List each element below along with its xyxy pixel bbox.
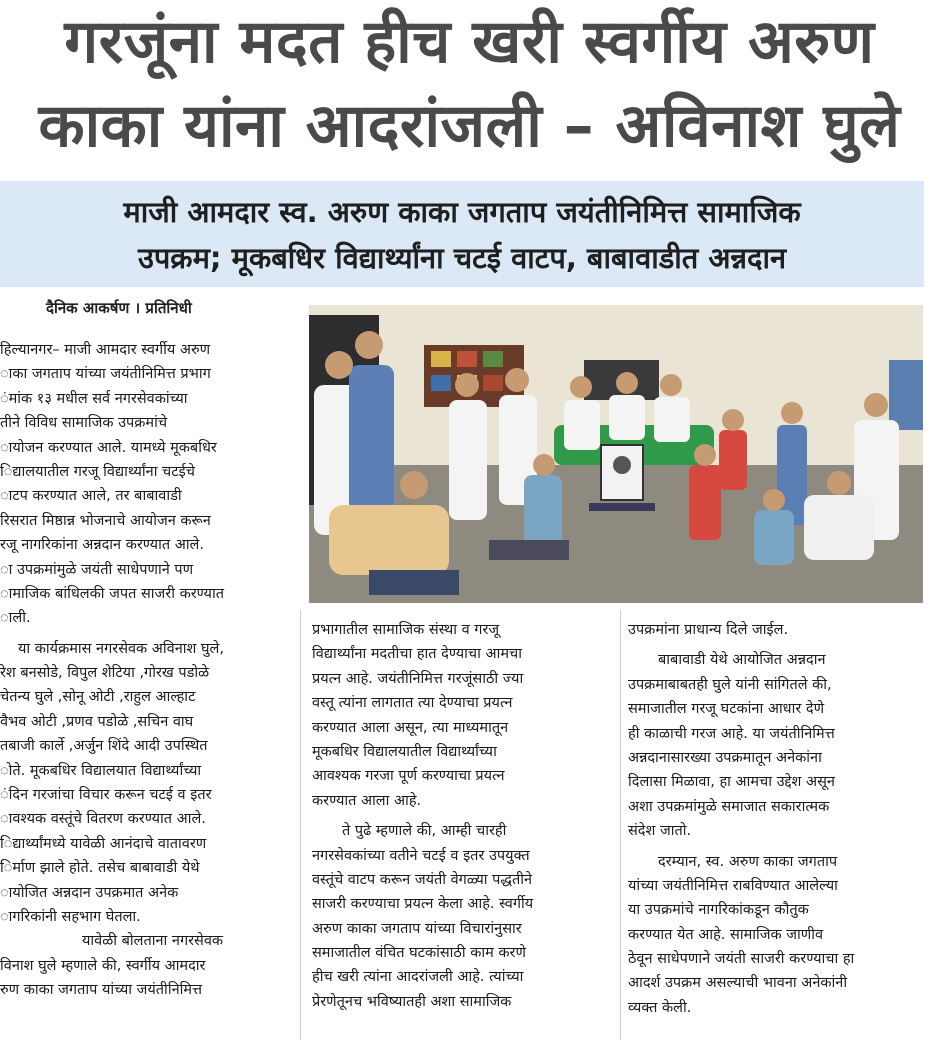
article-line: उपक्रमाबाबतही घुले यांनी सांगितले की, (628, 676, 832, 693)
article-line: दरम्यान, स्व. अरुण काका जगताप (658, 853, 838, 870)
article-line: ागरिकांनी सहभाग घेतला. (0, 908, 141, 925)
article-line: िद्यालयातील गरजू विद्यार्थ्यांना चटईचे (0, 463, 195, 480)
article-line: ाली. (0, 610, 31, 627)
article-line: ते पुढे म्हणाले की, आम्ही चारही (342, 823, 507, 840)
article-line: िर्माण झाले होते. तसेच बाबावाडी येथे (0, 860, 200, 877)
article-line: ोते. मूकबधिर विद्यालयात विद्यार्थ्यांच्या (0, 762, 202, 779)
article-line: यांच्या जयंतीनिमित्त राबविण्यात आलेल्या (628, 877, 838, 894)
byline: दैनिक आकर्षण । प्रतिनिधी (46, 299, 192, 317)
article-line: करण्यात आला आहे. (312, 792, 422, 809)
article-line: या कार्यक्रमास नगरसेवक अविनाश घुले, (18, 640, 224, 657)
article-line: अशा उपक्रमांमुळे समाजात सकारात्मक (628, 798, 830, 815)
article-line: करण्यात येत आहे. सामाजिक जाणीव (628, 926, 824, 943)
article-column-1 (0, 338, 290, 1003)
headline (0, 0, 939, 178)
article-line: समाजातील गरजू घटकांना आधार देणे (628, 701, 825, 718)
article-line: विनाश घुले म्हणाले की, स्वर्गीय आमदार (0, 957, 206, 974)
article-line: ावश्यक वस्तूंचे वितरण करण्यात आले. (0, 811, 206, 828)
article-line: वैभव ओटी ,प्रणव पडोळे ,सचिन वाघ (0, 713, 194, 730)
article-line: करण्यात आला असून, त्या माध्यमातून (312, 719, 509, 736)
article-line: ायोजित अन्नदान उपक्रमात अनेक (0, 884, 179, 901)
article-line: रेश बनसोडे, विपुल शेटिया ,गोरख पडोळे (0, 665, 210, 682)
article-column-2 (312, 618, 615, 1014)
article-line: ठेवून साधेपणाने जयंती साजरी करण्याचा हा (628, 951, 855, 968)
article-line: अरुण काका जगताप यांच्या विचारांनुसार (312, 920, 522, 937)
article-line: िद्यार्थ्यांमध्ये यावेळी आनंदाचे वातावरण (0, 835, 207, 852)
article-line: ंदिन गरजांचा विचार करून चटई व इतर (0, 787, 212, 804)
article-line: साजरी करण्याचा प्रयत्न केला आहे. स्वर्गीय (312, 896, 534, 913)
event-photo (309, 305, 923, 603)
article-line: ायोजन करण्यात आले. यामध्ये मूकबधिर (0, 439, 217, 456)
headline-line-1: गरजूंना मदत हीच खरी स्वर्गीय अरुण (64, 7, 875, 77)
article-line: बाबावाडी येथे आयोजित अन्नदान (658, 652, 826, 669)
article-line: ाका जगताप यांच्या जयंतीनिमित्त प्रभाग (0, 366, 211, 383)
article-line: आदर्श उपक्रम असल्याची भावना अनेकांनी (628, 975, 848, 992)
subheadline-line-2: उपक्रम; मूकबधिर विद्यार्थ्यांना चटई वाटप, बाबावाडीत अन्नदान (137, 241, 787, 275)
article-line: रुण काका जगताप यांच्या जयंतीनिमित्त (0, 982, 203, 999)
article-line: ही काळाची गरज आहे. या जयंतीनिमित्त (628, 725, 835, 742)
article-line: ंमांक १३ मधील सर्व नगरसेवकांच्या (0, 390, 188, 407)
article-line: ामाजिक बांधिलकी जपत साजरी करण्यात (0, 585, 224, 602)
article-line: विद्यार्थ्यांना मदतीचा हात देण्याचा आमचा (312, 646, 522, 663)
article-line: उपक्रमांना प्राधान्य दिले जाईल. (628, 622, 789, 638)
article-line: चेतन्य घुले ,सोनू ओटी ,राहुल आल्हाट (0, 689, 196, 706)
article-line: प्रभागातील सामाजिक संस्था व गरजू (312, 622, 500, 638)
article-line: प्रेरणेतूनच भविष्यातही अशा सामाजिक (312, 993, 512, 1010)
article-line: वस्तूंचे वाटप करून जयंती वेगळ्या पद्धतीने (312, 871, 533, 888)
column-divider-2 (620, 610, 621, 1040)
article-line: नगरसेवकांच्या वतीने चटई व इतर उपयुक्त (312, 847, 530, 864)
article-line: रजू नागरिकांना अन्नदान करण्यात आले. (0, 537, 204, 554)
article-line: व्यक्त केली. (628, 999, 692, 1016)
article-line: तीने विविध सामाजिक उपक्रमांचे (0, 415, 168, 432)
article-line: वस्तू त्यांना लागतात त्या देण्याचा प्रयत्न (312, 695, 513, 712)
article-line: दिलासा मिळावा, हा आमचा उद्देश असून (628, 774, 835, 791)
article-line: हीच खरी त्यांना आदरांजली आहे. त्यांच्या (312, 969, 524, 986)
headline-line-2: काका यांना आदरांजली – अविनाश घुले (38, 91, 901, 161)
article-line: या उपक्रमांचे नागरिकांकडून कौतुक (628, 902, 809, 919)
column-divider-1 (300, 610, 301, 1040)
article-column-3 (628, 618, 928, 1020)
article-line: तबाजी कार्ले ,अर्जुन शिंदे आदी उपस्थित (0, 738, 208, 755)
article-line: ा उपक्रमांमुळे जयंती साधेपणाने पण (0, 561, 194, 578)
article-line: ाटप करण्यात आले, तर बाबावाडी (0, 488, 182, 505)
article-line: यावेळी बोलताना नगरसेवक (82, 933, 224, 950)
article-line: आवश्यक गरजा पूर्ण करण्याचा प्रयत्न (312, 768, 505, 785)
article-line: मूकबधिर विद्यालयातील विद्यार्थ्यांच्या (312, 743, 497, 760)
article-line: रिसरात मिष्ठान्न भोजनाचे आयोजन करून (0, 512, 211, 529)
article-line: समाजातील वंचित घटकांसाठी काम करणे (312, 945, 526, 962)
group-photo-illustration (309, 305, 923, 603)
article-line: प्रयत्न आहे. जयंतीनिमित्त गरजूंसाठी ज्या (312, 670, 524, 687)
article-line: हिल्यानगर– माजी आमदार स्वर्गीय अरुण (0, 342, 211, 358)
subheadline-band (0, 181, 924, 287)
article-line: अन्नदानासारख्या उपक्रमातून अनेकांना (628, 749, 822, 766)
subheadline-line-1: माजी आमदार स्व. अरुण काका जगताप जयंतीनिमित्त सामाजिक (123, 195, 801, 229)
article-line: संदेश जातो. (628, 823, 692, 840)
